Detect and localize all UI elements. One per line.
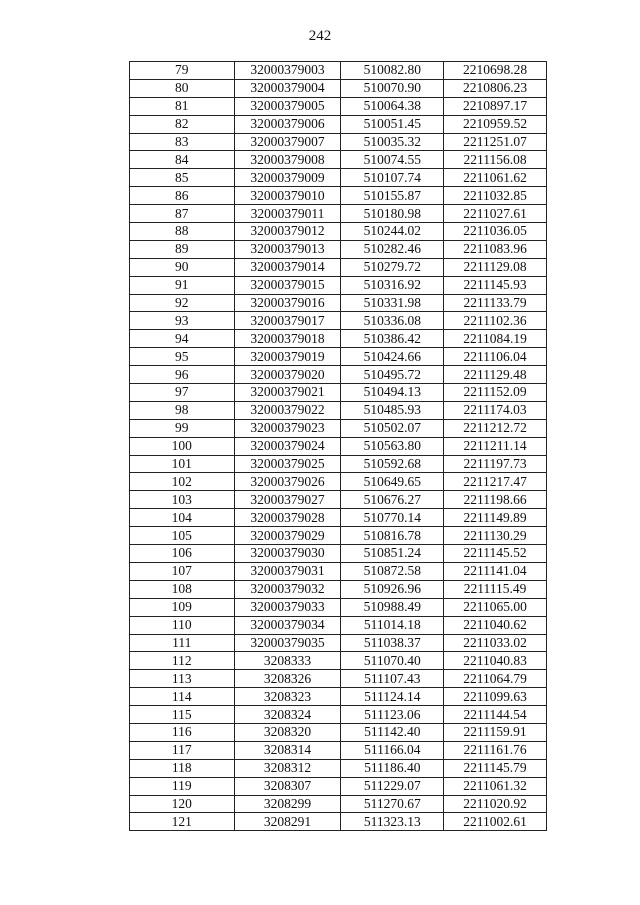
- point-number-cell: 110: [130, 616, 235, 634]
- point-code-cell: 3208320: [234, 723, 341, 741]
- table-row: [130, 205, 547, 223]
- point-code-cell: 32000379012: [234, 223, 341, 241]
- point-number-cell: 89: [130, 240, 235, 258]
- x-coordinate-cell: 510494.13: [341, 384, 444, 402]
- point-code-cell: 32000379014: [234, 258, 341, 276]
- point-number-cell: 114: [130, 688, 235, 706]
- point-code-cell: 3208312: [234, 759, 341, 777]
- point-code-cell: 3208307: [234, 777, 341, 795]
- x-coordinate-cell: 510051.45: [341, 115, 444, 133]
- x-coordinate-cell: 511038.37: [341, 634, 444, 652]
- point-code-cell: 3208299: [234, 795, 341, 813]
- x-coordinate-cell: 510872.58: [341, 562, 444, 580]
- x-coordinate-cell: 510592.68: [341, 455, 444, 473]
- y-coordinate-cell: 2211141.04: [444, 562, 547, 580]
- table-row: [130, 62, 547, 80]
- y-coordinate-cell: 2211212.72: [444, 419, 547, 437]
- y-coordinate-cell: 2211145.52: [444, 545, 547, 563]
- y-coordinate-cell: 2211130.29: [444, 527, 547, 545]
- y-coordinate-cell: 2211145.93: [444, 276, 547, 294]
- x-coordinate-cell: 511014.18: [341, 616, 444, 634]
- y-coordinate-cell: 2211027.61: [444, 205, 547, 223]
- y-coordinate-cell: 2211083.96: [444, 240, 547, 258]
- point-code-cell: 32000379029: [234, 527, 341, 545]
- x-coordinate-cell: 510386.42: [341, 330, 444, 348]
- x-coordinate-cell: 510485.93: [341, 401, 444, 419]
- point-code-cell: 32000379009: [234, 169, 341, 187]
- point-code-cell: 32000379006: [234, 115, 341, 133]
- point-number-cell: 90: [130, 258, 235, 276]
- x-coordinate-cell: 510155.87: [341, 187, 444, 205]
- y-coordinate-cell: 2211040.62: [444, 616, 547, 634]
- y-coordinate-cell: 2211161.76: [444, 741, 547, 759]
- point-code-cell: 32000379033: [234, 598, 341, 616]
- table-row: [130, 616, 547, 634]
- point-number-cell: 100: [130, 437, 235, 455]
- point-number-cell: 116: [130, 723, 235, 741]
- table-row: [130, 258, 547, 276]
- point-number-cell: 80: [130, 79, 235, 97]
- table-row: [130, 509, 547, 527]
- table-row: [130, 97, 547, 115]
- x-coordinate-cell: 511107.43: [341, 670, 444, 688]
- x-coordinate-cell: 511166.04: [341, 741, 444, 759]
- point-number-cell: 115: [130, 706, 235, 724]
- point-code-cell: 32000379020: [234, 366, 341, 384]
- y-coordinate-cell: 2211149.89: [444, 509, 547, 527]
- y-coordinate-cell: 2211061.32: [444, 777, 547, 795]
- x-coordinate-cell: 511124.14: [341, 688, 444, 706]
- y-coordinate-cell: 2211129.08: [444, 258, 547, 276]
- table-row: [130, 706, 547, 724]
- x-coordinate-cell: 510502.07: [341, 419, 444, 437]
- point-number-cell: 79: [130, 62, 235, 80]
- table-row: [130, 777, 547, 795]
- x-coordinate-cell: 511123.06: [341, 706, 444, 724]
- x-coordinate-cell: 510082.80: [341, 62, 444, 80]
- point-number-cell: 109: [130, 598, 235, 616]
- x-coordinate-cell: 510064.38: [341, 97, 444, 115]
- table-row: [130, 133, 547, 151]
- point-number-cell: 112: [130, 652, 235, 670]
- y-coordinate-cell: 2211061.62: [444, 169, 547, 187]
- x-coordinate-cell: 510282.46: [341, 240, 444, 258]
- point-code-cell: 32000379003: [234, 62, 341, 80]
- point-number-cell: 99: [130, 419, 235, 437]
- table-row: [130, 491, 547, 509]
- table-row: [130, 384, 547, 402]
- point-code-cell: 3208314: [234, 741, 341, 759]
- point-number-cell: 83: [130, 133, 235, 151]
- point-code-cell: 32000379031: [234, 562, 341, 580]
- table-row: [130, 795, 547, 813]
- coordinates-table: [129, 61, 547, 831]
- x-coordinate-cell: 510926.96: [341, 580, 444, 598]
- point-number-cell: 103: [130, 491, 235, 509]
- y-coordinate-cell: 2210806.23: [444, 79, 547, 97]
- table-row: [130, 115, 547, 133]
- x-coordinate-cell: 510331.98: [341, 294, 444, 312]
- table-row: [130, 312, 547, 330]
- y-coordinate-cell: 2211102.36: [444, 312, 547, 330]
- y-coordinate-cell: 2211251.07: [444, 133, 547, 151]
- table-row: [130, 294, 547, 312]
- point-number-cell: 105: [130, 527, 235, 545]
- y-coordinate-cell: 2211217.47: [444, 473, 547, 491]
- y-coordinate-cell: 2211036.05: [444, 223, 547, 241]
- point-code-cell: 32000379023: [234, 419, 341, 437]
- x-coordinate-cell: 511070.40: [341, 652, 444, 670]
- y-coordinate-cell: 2211145.79: [444, 759, 547, 777]
- y-coordinate-cell: 2210959.52: [444, 115, 547, 133]
- point-code-cell: 32000379004: [234, 79, 341, 97]
- point-number-cell: 106: [130, 545, 235, 563]
- table-row: [130, 598, 547, 616]
- table-row: [130, 401, 547, 419]
- point-code-cell: 32000379019: [234, 348, 341, 366]
- point-code-cell: 32000379022: [234, 401, 341, 419]
- point-code-cell: 32000379030: [234, 545, 341, 563]
- table-row: [130, 741, 547, 759]
- x-coordinate-cell: 511270.67: [341, 795, 444, 813]
- y-coordinate-cell: 2211133.79: [444, 294, 547, 312]
- point-number-cell: 98: [130, 401, 235, 419]
- table-row: [130, 223, 547, 241]
- y-coordinate-cell: 2211040.83: [444, 652, 547, 670]
- y-coordinate-cell: 2211159.91: [444, 723, 547, 741]
- table-row: [130, 79, 547, 97]
- point-number-cell: 102: [130, 473, 235, 491]
- table-row: [130, 688, 547, 706]
- point-code-cell: 3208326: [234, 670, 341, 688]
- point-number-cell: 113: [130, 670, 235, 688]
- point-code-cell: 3208333: [234, 652, 341, 670]
- page-number: 242: [308, 28, 332, 44]
- point-code-cell: 32000379016: [234, 294, 341, 312]
- table-row: [130, 187, 547, 205]
- point-number-cell: 108: [130, 580, 235, 598]
- table-row: [130, 652, 547, 670]
- point-code-cell: 32000379032: [234, 580, 341, 598]
- x-coordinate-cell: 510770.14: [341, 509, 444, 527]
- point-number-cell: 96: [130, 366, 235, 384]
- point-code-cell: 32000379013: [234, 240, 341, 258]
- table-row: [130, 634, 547, 652]
- table-row: [130, 151, 547, 169]
- y-coordinate-cell: 2211106.04: [444, 348, 547, 366]
- y-coordinate-cell: 2211065.00: [444, 598, 547, 616]
- y-coordinate-cell: 2210897.17: [444, 97, 547, 115]
- y-coordinate-cell: 2211211.14: [444, 437, 547, 455]
- point-number-cell: 97: [130, 384, 235, 402]
- point-number-cell: 107: [130, 562, 235, 580]
- y-coordinate-cell: 2211129.48: [444, 366, 547, 384]
- x-coordinate-cell: 511323.13: [341, 813, 444, 831]
- y-coordinate-cell: 2211174.03: [444, 401, 547, 419]
- y-coordinate-cell: 2211152.09: [444, 384, 547, 402]
- point-code-cell: 32000379034: [234, 616, 341, 634]
- y-coordinate-cell: 2211198.66: [444, 491, 547, 509]
- y-coordinate-cell: 2211115.49: [444, 580, 547, 598]
- table-row: [130, 437, 547, 455]
- x-coordinate-cell: 510035.32: [341, 133, 444, 151]
- point-code-cell: 32000379007: [234, 133, 341, 151]
- point-code-cell: 32000379005: [234, 97, 341, 115]
- table-body: [130, 62, 547, 831]
- point-code-cell: 32000379035: [234, 634, 341, 652]
- x-coordinate-cell: 510107.74: [341, 169, 444, 187]
- point-number-cell: 117: [130, 741, 235, 759]
- table-row: [130, 473, 547, 491]
- x-coordinate-cell: 510495.72: [341, 366, 444, 384]
- point-code-cell: 32000379018: [234, 330, 341, 348]
- point-number-cell: 84: [130, 151, 235, 169]
- y-coordinate-cell: 2211033.02: [444, 634, 547, 652]
- point-code-cell: 3208323: [234, 688, 341, 706]
- x-coordinate-cell: 511229.07: [341, 777, 444, 795]
- table-row: [130, 366, 547, 384]
- x-coordinate-cell: 510424.66: [341, 348, 444, 366]
- x-coordinate-cell: 510180.98: [341, 205, 444, 223]
- point-code-cell: 32000379011: [234, 205, 341, 223]
- table-row: [130, 813, 547, 831]
- y-coordinate-cell: 2210698.28: [444, 62, 547, 80]
- point-code-cell: 32000379024: [234, 437, 341, 455]
- table-row: [130, 240, 547, 258]
- table-row: [130, 455, 547, 473]
- point-code-cell: 32000379017: [234, 312, 341, 330]
- point-number-cell: 95: [130, 348, 235, 366]
- y-coordinate-cell: 2211002.61: [444, 813, 547, 831]
- table-row: [130, 169, 547, 187]
- x-coordinate-cell: 510336.08: [341, 312, 444, 330]
- x-coordinate-cell: 510070.90: [341, 79, 444, 97]
- y-coordinate-cell: 2211020.92: [444, 795, 547, 813]
- table-row: [130, 562, 547, 580]
- point-code-cell: 32000379025: [234, 455, 341, 473]
- point-number-cell: 82: [130, 115, 235, 133]
- y-coordinate-cell: 2211032.85: [444, 187, 547, 205]
- y-coordinate-cell: 2211084.19: [444, 330, 547, 348]
- point-number-cell: 92: [130, 294, 235, 312]
- point-number-cell: 86: [130, 187, 235, 205]
- table-row: [130, 276, 547, 294]
- point-number-cell: 121: [130, 813, 235, 831]
- point-number-cell: 120: [130, 795, 235, 813]
- y-coordinate-cell: 2211064.79: [444, 670, 547, 688]
- point-code-cell: 32000379010: [234, 187, 341, 205]
- x-coordinate-cell: 510851.24: [341, 545, 444, 563]
- point-number-cell: 93: [130, 312, 235, 330]
- point-code-cell: 32000379028: [234, 509, 341, 527]
- x-coordinate-cell: 510244.02: [341, 223, 444, 241]
- point-number-cell: 119: [130, 777, 235, 795]
- point-code-cell: 3208291: [234, 813, 341, 831]
- point-number-cell: 85: [130, 169, 235, 187]
- x-coordinate-cell: 510988.49: [341, 598, 444, 616]
- table-row: [130, 527, 547, 545]
- point-number-cell: 118: [130, 759, 235, 777]
- x-coordinate-cell: 510279.72: [341, 258, 444, 276]
- point-code-cell: 32000379015: [234, 276, 341, 294]
- point-number-cell: 87: [130, 205, 235, 223]
- table-row: [130, 580, 547, 598]
- x-coordinate-cell: 510676.27: [341, 491, 444, 509]
- point-code-cell: 32000379021: [234, 384, 341, 402]
- point-code-cell: 32000379026: [234, 473, 341, 491]
- x-coordinate-cell: 510074.55: [341, 151, 444, 169]
- point-number-cell: 101: [130, 455, 235, 473]
- table-row: [130, 330, 547, 348]
- y-coordinate-cell: 2211144.54: [444, 706, 547, 724]
- point-code-cell: 3208324: [234, 706, 341, 724]
- point-number-cell: 91: [130, 276, 235, 294]
- point-number-cell: 88: [130, 223, 235, 241]
- x-coordinate-cell: 510563.80: [341, 437, 444, 455]
- table-row: [130, 670, 547, 688]
- point-number-cell: 111: [130, 634, 235, 652]
- y-coordinate-cell: 2211156.08: [444, 151, 547, 169]
- point-number-cell: 104: [130, 509, 235, 527]
- y-coordinate-cell: 2211197.73: [444, 455, 547, 473]
- x-coordinate-cell: 510316.92: [341, 276, 444, 294]
- table-row: [130, 348, 547, 366]
- table-row: [130, 759, 547, 777]
- table-row: [130, 723, 547, 741]
- table-row: [130, 419, 547, 437]
- x-coordinate-cell: 510816.78: [341, 527, 444, 545]
- x-coordinate-cell: 511186.40: [341, 759, 444, 777]
- x-coordinate-cell: 510649.65: [341, 473, 444, 491]
- x-coordinate-cell: 511142.40: [341, 723, 444, 741]
- point-code-cell: 32000379027: [234, 491, 341, 509]
- table-row: [130, 545, 547, 563]
- point-number-cell: 81: [130, 97, 235, 115]
- point-number-cell: 94: [130, 330, 235, 348]
- y-coordinate-cell: 2211099.63: [444, 688, 547, 706]
- point-code-cell: 32000379008: [234, 151, 341, 169]
